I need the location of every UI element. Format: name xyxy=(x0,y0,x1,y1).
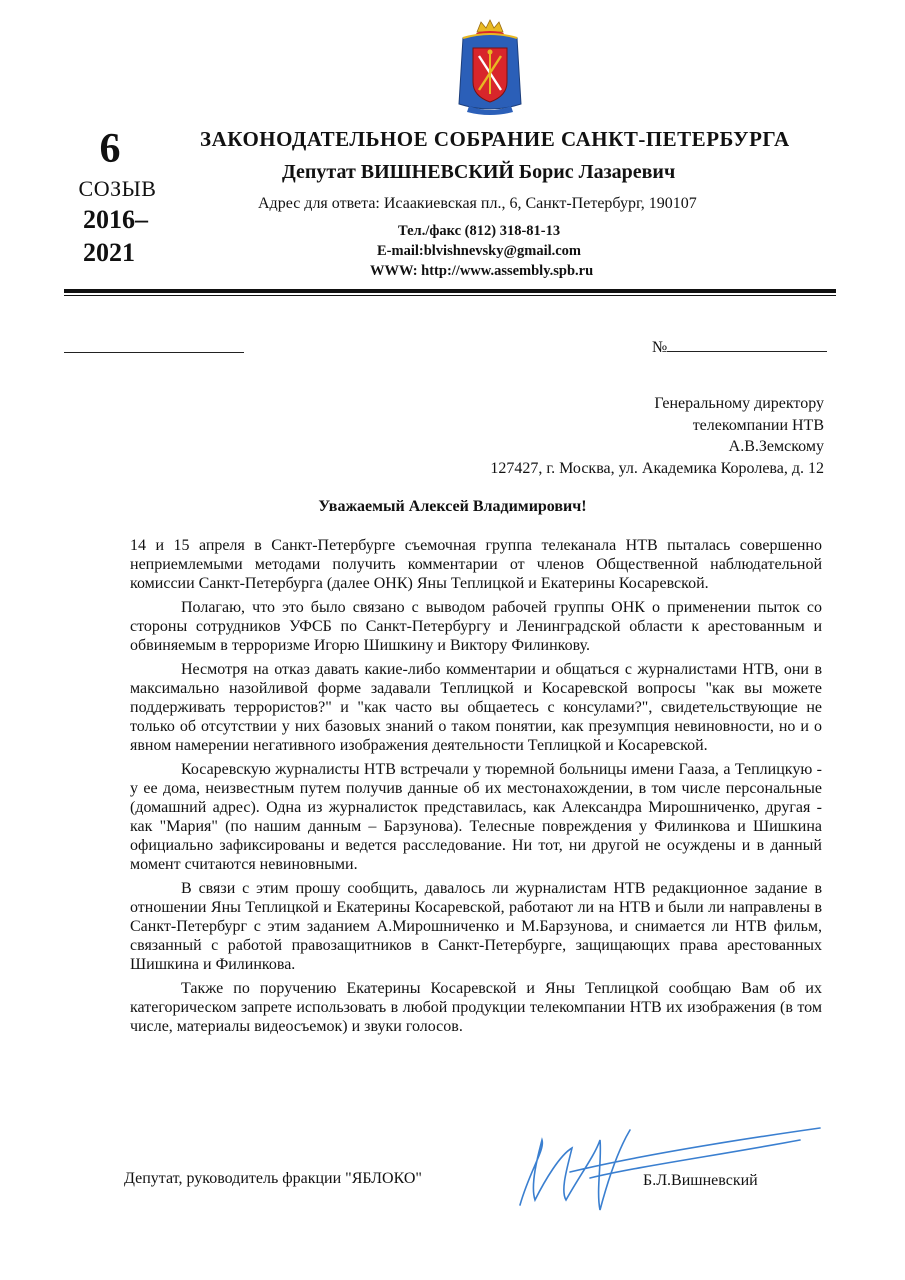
body-paragraph-5: В связи с этим прошу сообщить, давалось ли журналистам НТВ редакционное задание в отношении Яны Теплицкой и Екатерины Косаревской, работают ли на НТВ и были ли направлены в Санкт-Петербург с этим заданием А.Мирошниченко и М.Барзунова, и снимается ли НТВ фильм, связанный с работой правозащитников в Санкт-Петербурге, защищающих права арестованных Шишкина и Филинкова. xyxy=(130,880,822,973)
body-paragraph-2: Полагаю, что это было связано с выводом рабочей группы ОНК о применении пыток со стороны сотрудников УФСБ по Санкт-Петербургу и Ленинградской области к арестованным и обвиняемым в терроризме Игорю Шишкину и Виктору Филинкову. xyxy=(130,599,822,654)
signature-scribble-icon xyxy=(500,1100,830,1230)
signature-title: Депутат, руководитель фракции "ЯБЛОКО" xyxy=(124,1170,422,1187)
convocation-label: СОЗЫВ xyxy=(78,176,157,201)
contact-email: E-mail:blvishnevsky@gmail.com xyxy=(377,243,582,259)
document-number-field xyxy=(652,337,832,357)
coat-of-arms-icon xyxy=(455,18,525,118)
number-blank-line xyxy=(667,337,827,352)
addressee-block xyxy=(490,393,824,479)
addressee-address: 127427, г. Москва, ул. Академика Королева, д. 12 xyxy=(490,459,824,477)
convocation-years-end: 2021 xyxy=(83,238,135,267)
return-address: Адрес для ответа: Исаакиевская пл., 6, Санкт-Петербург, 190107 xyxy=(258,195,697,212)
date-blank-line xyxy=(64,352,244,353)
addressee-position: Генеральному директору xyxy=(654,395,824,412)
addressee-name: А.В.Земскому xyxy=(728,438,824,455)
number-sign: № xyxy=(652,339,668,356)
letter-body xyxy=(130,536,822,1041)
header-divider-thin xyxy=(64,295,836,296)
header-divider-thick xyxy=(64,289,836,293)
addressee-company: телекомпании НТВ xyxy=(692,416,824,434)
contact-phone: Тел./факс (812) 318-81-13 xyxy=(398,223,561,239)
convocation-years-start: 2016– xyxy=(83,205,148,234)
signatory-name: Б.Л.Вишневский xyxy=(643,1172,758,1189)
body-paragraph-6: Также по поручению Екатерины Косаревской и Яны Теплицкой сообщаю Вам об их категорическом запрете использовать в любой продукции телекомпании НТВ их изображения (в том числе, материалы видеосъемок) и звуки голосов. xyxy=(130,980,822,1035)
deputy-name: Депутат ВИШНЕВСКИЙ Борис Лазаревич xyxy=(282,161,676,183)
contact-website: WWW: http://www.assembly.spb.ru xyxy=(370,263,594,279)
salutation: Уважаемый Алексей Владимирович! xyxy=(318,498,587,515)
convocation-number: 6 xyxy=(99,126,121,172)
body-paragraph-3: Несмотря на отказ давать какие-либо комментарии и общаться с журналистами НТВ, они в максимально назойливой форме задавали Теплицкой и Косаревской вопросы "как вы можете поддерживать террористов?" и "как часто вы общаетесь с консулами?", свидетельствующие не только об отсутствии у них базовых знаний о таком понятии, как презумпция невиновности, но и о явном намерении негативного изображения деятельности Теплицкой и Косаревской. xyxy=(130,661,822,754)
body-paragraph-4: Косаревскую журналисты НТВ встречали у тюремной больницы имени Гааза, а Теплицкую - у ее дома, неизвестным путем получив данные об их местонахождении, в том числе персональные (домашний адрес). Одна из журналисток представилась, как Александра Мирошниченко, другая - как "Мария" (по нашим данным – Барзунова). Телесные повреждения у Филинкова и Шишкина официально зафиксированы и ведется расследование. Ни тот, ни другой не осуждены и в данный момент считаются невиновными. xyxy=(130,761,822,873)
organization-title: ЗАКОНОДАТЕЛЬНОЕ СОБРАНИЕ САНКТ-ПЕТЕРБУРГА xyxy=(200,127,790,151)
body-paragraph-1: 14 и 15 апреля в Санкт-Петербурге съемочная группа телеканала НТВ пыталась совершенно неприемлемыми методами получить комментарии от членов Общественной наблюдательной комиссии Санкт-Петербурга (далее ОНК) Яны Теплицкой и Екатерины Косаревской. xyxy=(130,537,822,592)
